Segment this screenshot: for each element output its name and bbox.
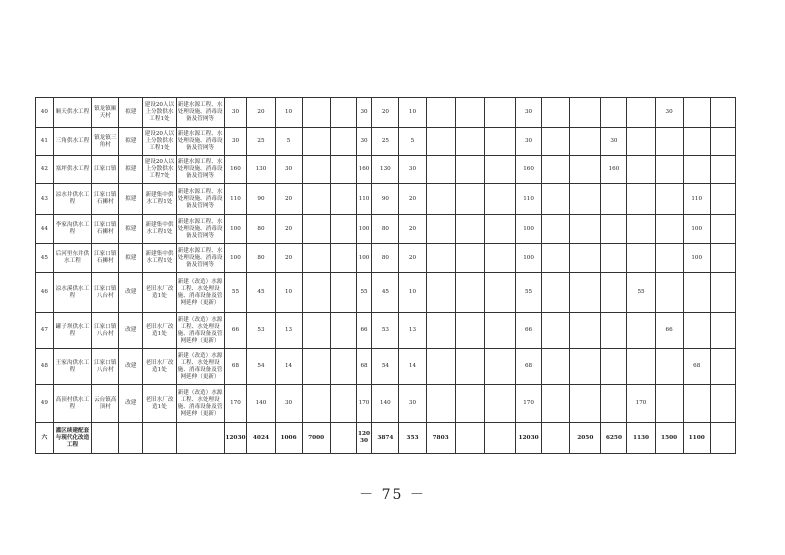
year-2022-cell: 6250	[601, 423, 627, 454]
plan-central-cell: 90	[372, 184, 399, 215]
year-2021-cell	[570, 313, 601, 349]
blank-cell	[455, 385, 484, 423]
total-invest-cell: 66	[224, 313, 247, 349]
blank-cell	[330, 423, 356, 454]
blank-cell	[484, 156, 515, 184]
year-2024-cell	[655, 156, 683, 184]
blank-cell	[455, 244, 484, 273]
blank-cell	[330, 385, 356, 423]
total-invest-cell: 160	[224, 156, 247, 184]
content-cell: 新建水源工程、水处理设施、消毒设备及管网等	[176, 98, 224, 128]
yearly-total-cell: 12030	[516, 423, 542, 454]
plan-local-cell: 20	[399, 215, 426, 244]
local-invest-cell: 1006	[275, 423, 302, 454]
scale-cell: 新建集中供水工程1处	[143, 215, 176, 244]
central-invest-cell: 140	[247, 385, 275, 423]
content-cell: 新建（改造）水源工程、水处理设施、消毒设备及管网延伸（更新）	[176, 273, 224, 313]
local-invest-cell: 30	[275, 385, 302, 423]
build-type-cell	[119, 423, 143, 454]
blank-cell	[542, 385, 570, 423]
blank-cell	[330, 128, 356, 156]
blank-cell	[484, 128, 515, 156]
total-invest-cell: 30	[224, 98, 247, 128]
seq-cell: 40	[36, 98, 54, 128]
seq-cell: 44	[36, 215, 54, 244]
central-invest-cell: 20	[247, 98, 275, 128]
year-2024-cell	[655, 184, 683, 215]
other-invest-cell	[302, 349, 330, 385]
plan-other-cell	[426, 184, 455, 215]
blank-cell	[710, 423, 735, 454]
project-name-cell: 顺天供水工程	[53, 98, 92, 128]
build-type-cell: 改建	[119, 349, 143, 385]
content-cell: 新建水源工程、水处理设施、消毒设备及管网等	[176, 244, 224, 273]
content-cell: 新建水源工程、水处理设施、消毒设备及管网等	[176, 215, 224, 244]
blank-cell	[710, 349, 735, 385]
yearly-total-cell: 160	[516, 156, 542, 184]
other-invest-cell	[302, 98, 330, 128]
year-2021-cell	[570, 385, 601, 423]
year-2025-cell: 110	[683, 184, 710, 215]
blank-cell	[542, 423, 570, 454]
yearly-total-cell: 30	[516, 128, 542, 156]
location-cell: 江家口镇八台村	[92, 313, 119, 349]
build-type-cell: 拟建	[119, 156, 143, 184]
year-2024-cell	[655, 128, 683, 156]
blank-cell	[330, 156, 356, 184]
blank-cell	[710, 156, 735, 184]
blank-cell	[710, 128, 735, 156]
project-name-cell: 凉水溪供水工程	[53, 273, 92, 313]
table-row	[36, 215, 736, 244]
plan-other-cell	[426, 215, 455, 244]
total-invest-cell: 30	[224, 128, 247, 156]
blank-cell	[455, 184, 484, 215]
plan-local-cell: 30	[399, 156, 426, 184]
blank-cell	[542, 156, 570, 184]
blank-cell	[484, 98, 515, 128]
location-cell: 镇龙镇三角村	[92, 128, 119, 156]
year-2021-cell	[570, 273, 601, 313]
total-invest-cell: 100	[224, 215, 247, 244]
local-invest-cell: 20	[275, 215, 302, 244]
blank-cell	[542, 184, 570, 215]
local-invest-cell: 20	[275, 184, 302, 215]
seq-cell: 41	[36, 128, 54, 156]
build-type-cell: 改建	[119, 313, 143, 349]
plan-other-cell	[426, 385, 455, 423]
project-name-cell: 李家沟供水工程	[53, 215, 92, 244]
blank-cell	[484, 385, 515, 423]
central-invest-cell: 25	[247, 128, 275, 156]
year-2022-cell	[601, 244, 627, 273]
blank-cell	[330, 244, 356, 273]
plan-central-cell: 80	[372, 215, 399, 244]
year-2022-cell	[601, 273, 627, 313]
plan-invest-cell: 100	[356, 244, 372, 273]
other-invest-cell: 7000	[302, 423, 330, 454]
year-2021-cell	[570, 349, 601, 385]
yearly-total-cell: 66	[516, 313, 542, 349]
content-cell: 新建水源工程、水处理设施、消毒设备及管网等	[176, 156, 224, 184]
year-2021-cell	[570, 98, 601, 128]
location-cell	[92, 423, 119, 454]
year-2021-cell	[570, 244, 601, 273]
year-2023-cell: 170	[627, 385, 655, 423]
table-row	[36, 184, 736, 215]
total-invest-cell: 68	[224, 349, 247, 385]
seq-cell: 46	[36, 273, 54, 313]
blank-cell	[542, 98, 570, 128]
plan-local-cell: 14	[399, 349, 426, 385]
location-cell: 江家口镇石狮村	[92, 244, 119, 273]
content-cell: 新建（改造）水源工程、水处理设施、消毒设备及管网延伸（更新）	[176, 349, 224, 385]
central-invest-cell: 4024	[247, 423, 275, 454]
location-cell: 江家口镇八台村	[92, 273, 119, 313]
build-type-cell: 拟建	[119, 244, 143, 273]
table-row	[36, 273, 736, 313]
blank-cell	[455, 423, 484, 454]
plan-invest-cell: 30	[356, 98, 372, 128]
blank-cell	[484, 313, 515, 349]
blank-cell	[542, 273, 570, 313]
other-invest-cell	[302, 156, 330, 184]
plan-local-cell: 10	[399, 98, 426, 128]
blank-cell	[330, 313, 356, 349]
plan-local-cell: 20	[399, 244, 426, 273]
year-2025-cell: 68	[683, 349, 710, 385]
blank-cell	[542, 349, 570, 385]
blank-cell	[484, 184, 515, 215]
year-2024-cell	[655, 244, 683, 273]
local-invest-cell: 30	[275, 156, 302, 184]
blank-cell	[455, 349, 484, 385]
plan-central-cell: 130	[372, 156, 399, 184]
year-2022-cell	[601, 215, 627, 244]
plan-central-cell: 20	[372, 98, 399, 128]
seq-cell: 六	[36, 423, 54, 454]
year-2024-cell	[655, 273, 683, 313]
yearly-total-cell: 100	[516, 244, 542, 273]
build-type-cell: 拟建	[119, 128, 143, 156]
year-2022-cell	[601, 98, 627, 128]
plan-local-cell: 10	[399, 273, 426, 313]
plan-invest-cell: 110	[356, 184, 372, 215]
project-name-cell: 高顶村供水工程	[53, 385, 92, 423]
blank-cell	[330, 98, 356, 128]
blank-cell	[542, 128, 570, 156]
year-2024-cell	[655, 215, 683, 244]
seq-cell: 48	[36, 349, 54, 385]
plan-other-cell	[426, 156, 455, 184]
year-2024-cell	[655, 349, 683, 385]
plan-local-cell: 20	[399, 184, 426, 215]
year-2021-cell	[570, 184, 601, 215]
plan-local-cell: 30	[399, 385, 426, 423]
total-invest-cell: 55	[224, 273, 247, 313]
year-2021-cell	[570, 128, 601, 156]
content-cell: 新建水源工程、水处理设施、消毒设备及管网等	[176, 128, 224, 156]
other-invest-cell	[302, 184, 330, 215]
year-2023-cell	[627, 215, 655, 244]
other-invest-cell	[302, 128, 330, 156]
table-row	[36, 313, 736, 349]
blank-cell	[330, 184, 356, 215]
scale-cell: 老旧水厂改造1处	[143, 273, 176, 313]
blank-cell	[455, 215, 484, 244]
plan-central-cell: 3874	[372, 423, 399, 454]
blank-cell	[484, 273, 515, 313]
year-2025-cell: 1100	[683, 423, 710, 454]
yearly-total-cell: 100	[516, 215, 542, 244]
content-cell: 新建（改造）水源工程、水处理设施、消毒设备及管网延伸（更新）	[176, 313, 224, 349]
project-name-cell: 凉水井供水工程	[53, 184, 92, 215]
plan-other-cell	[426, 273, 455, 313]
blank-cell	[710, 273, 735, 313]
yearly-total-cell: 68	[516, 349, 542, 385]
total-invest-cell: 12030	[224, 423, 247, 454]
year-2021-cell: 2050	[570, 423, 601, 454]
other-invest-cell	[302, 215, 330, 244]
central-invest-cell: 130	[247, 156, 275, 184]
blank-cell	[710, 215, 735, 244]
year-2025-cell: 100	[683, 215, 710, 244]
project-name-cell: 灌区续建配套与现代化改造工程	[53, 423, 92, 454]
central-invest-cell: 80	[247, 215, 275, 244]
plan-central-cell: 80	[372, 244, 399, 273]
table-row	[36, 98, 736, 128]
content-cell	[176, 423, 224, 454]
location-cell: 江家口镇八台村	[92, 349, 119, 385]
year-2023-cell	[627, 184, 655, 215]
year-2023-cell	[627, 156, 655, 184]
plan-other-cell	[426, 349, 455, 385]
year-2022-cell	[601, 385, 627, 423]
plan-invest-cell: 30	[356, 128, 372, 156]
year-2025-cell	[683, 128, 710, 156]
year-2025-cell	[683, 156, 710, 184]
blank-cell	[710, 313, 735, 349]
blank-cell	[542, 244, 570, 273]
local-invest-cell: 10	[275, 273, 302, 313]
year-2025-cell	[683, 273, 710, 313]
local-invest-cell: 13	[275, 313, 302, 349]
year-2024-cell: 30	[655, 98, 683, 128]
other-invest-cell	[302, 385, 330, 423]
plan-invest-cell: 68	[356, 349, 372, 385]
total-invest-cell: 170	[224, 385, 247, 423]
content-cell: 新建（改造）水源工程、水处理设施、消毒设备及管网延伸（更新）	[176, 385, 224, 423]
blank-cell	[484, 349, 515, 385]
seq-cell: 42	[36, 156, 54, 184]
plan-other-cell	[426, 244, 455, 273]
plan-invest-cell: 160	[356, 156, 372, 184]
build-type-cell: 拟建	[119, 184, 143, 215]
scale-cell: 建设20人以上分散供水工程1处	[143, 98, 176, 128]
scale-cell: 老旧水厂改造1处	[143, 385, 176, 423]
blank-cell	[710, 98, 735, 128]
seq-cell: 45	[36, 244, 54, 273]
build-type-cell: 拟建	[119, 98, 143, 128]
blank-cell	[484, 215, 515, 244]
year-2023-cell: 1130	[627, 423, 655, 454]
blank-cell	[330, 215, 356, 244]
year-2022-cell	[601, 313, 627, 349]
local-invest-cell: 14	[275, 349, 302, 385]
blank-cell	[484, 244, 515, 273]
year-2022-cell	[601, 184, 627, 215]
blank-cell	[330, 273, 356, 313]
location-cell: 江家口镇石狮村	[92, 184, 119, 215]
location-cell: 镇龙镇顺天村	[92, 98, 119, 128]
year-2022-cell	[601, 349, 627, 385]
table-row	[36, 244, 736, 273]
scale-cell: 新建集中供水工程1处	[143, 184, 176, 215]
plan-invest-cell: 170	[356, 385, 372, 423]
seq-cell: 43	[36, 184, 54, 215]
plan-invest-cell: 100	[356, 215, 372, 244]
yearly-total-cell: 30	[516, 98, 542, 128]
scale-cell	[143, 423, 176, 454]
plan-local-cell: 353	[399, 423, 426, 454]
plan-central-cell: 45	[372, 273, 399, 313]
blank-cell	[542, 313, 570, 349]
plan-invest-cell: 55	[356, 273, 372, 313]
yearly-total-cell: 55	[516, 273, 542, 313]
project-name-cell: 塞坪供水工程	[53, 156, 92, 184]
plan-other-cell	[426, 98, 455, 128]
location-cell: 江家口镇	[92, 156, 119, 184]
plan-central-cell: 140	[372, 385, 399, 423]
plan-other-cell: 7803	[426, 423, 455, 454]
year-2023-cell	[627, 244, 655, 273]
plan-invest-cell: 12030	[356, 423, 372, 454]
scale-cell: 建设20人以上分散供水工程7处	[143, 156, 176, 184]
plan-central-cell: 25	[372, 128, 399, 156]
plan-local-cell: 13	[399, 313, 426, 349]
other-invest-cell	[302, 313, 330, 349]
blank-cell	[484, 423, 515, 454]
scale-cell: 新建集中供水工程1处	[143, 244, 176, 273]
blank-cell	[455, 156, 484, 184]
blank-cell	[455, 313, 484, 349]
plan-local-cell: 5	[399, 128, 426, 156]
blank-cell	[455, 98, 484, 128]
content-cell: 新建水源工程、水处理设施、消毒设备及管网等	[176, 184, 224, 215]
location-cell: 江家口镇石狮村	[92, 215, 119, 244]
seq-cell: 47	[36, 313, 54, 349]
project-name-cell: 罐子坝供水工程	[53, 313, 92, 349]
page-number: － 75 －	[359, 487, 426, 503]
blank-cell	[710, 184, 735, 215]
central-invest-cell: 90	[247, 184, 275, 215]
central-invest-cell: 45	[247, 273, 275, 313]
table-row	[36, 128, 736, 156]
year-2025-cell	[683, 385, 710, 423]
year-2023-cell: 55	[627, 273, 655, 313]
project-name-cell: 王家沟供水工程	[53, 349, 92, 385]
year-2024-cell: 66	[655, 313, 683, 349]
build-type-cell: 拟建	[119, 215, 143, 244]
other-invest-cell	[302, 273, 330, 313]
build-type-cell: 改建	[119, 273, 143, 313]
table-row	[36, 156, 736, 184]
year-2022-cell: 160	[601, 156, 627, 184]
year-2023-cell	[627, 349, 655, 385]
blank-cell	[710, 244, 735, 273]
central-invest-cell: 80	[247, 244, 275, 273]
other-invest-cell	[302, 244, 330, 273]
year-2025-cell	[683, 313, 710, 349]
total-invest-cell: 110	[224, 184, 247, 215]
plan-central-cell: 54	[372, 349, 399, 385]
table-row	[36, 349, 736, 385]
year-2023-cell	[627, 128, 655, 156]
seq-cell: 49	[36, 385, 54, 423]
summary-row	[36, 423, 736, 454]
scale-cell: 建设20人以上分散供水工程1处	[143, 128, 176, 156]
scale-cell: 老旧水厂改造1处	[143, 313, 176, 349]
year-2023-cell	[627, 313, 655, 349]
scale-cell: 老旧水厂改造1处	[143, 349, 176, 385]
central-invest-cell: 53	[247, 313, 275, 349]
year-2024-cell: 1500	[655, 423, 683, 454]
year-2025-cell	[683, 98, 710, 128]
project-name-cell: 后河里东井供水工程	[53, 244, 92, 273]
plan-other-cell	[426, 128, 455, 156]
blank-cell	[542, 215, 570, 244]
location-cell: 云台镇高顶村	[92, 385, 119, 423]
year-2021-cell	[570, 215, 601, 244]
plan-other-cell	[426, 313, 455, 349]
yearly-total-cell: 110	[516, 184, 542, 215]
year-2024-cell	[655, 385, 683, 423]
project-name-cell: 三角供水工程	[53, 128, 92, 156]
yearly-total-cell: 170	[516, 385, 542, 423]
total-invest-cell: 100	[224, 244, 247, 273]
central-invest-cell: 54	[247, 349, 275, 385]
blank-cell	[710, 385, 735, 423]
local-invest-cell: 5	[275, 128, 302, 156]
local-invest-cell: 10	[275, 98, 302, 128]
project-table	[35, 97, 736, 454]
blank-cell	[455, 128, 484, 156]
year-2022-cell: 30	[601, 128, 627, 156]
plan-invest-cell: 66	[356, 313, 372, 349]
year-2021-cell	[570, 156, 601, 184]
table-row	[36, 385, 736, 423]
blank-cell	[330, 349, 356, 385]
local-invest-cell: 20	[275, 244, 302, 273]
blank-cell	[455, 273, 484, 313]
build-type-cell: 改建	[119, 385, 143, 423]
year-2025-cell: 100	[683, 244, 710, 273]
plan-central-cell: 53	[372, 313, 399, 349]
year-2023-cell	[627, 98, 655, 128]
